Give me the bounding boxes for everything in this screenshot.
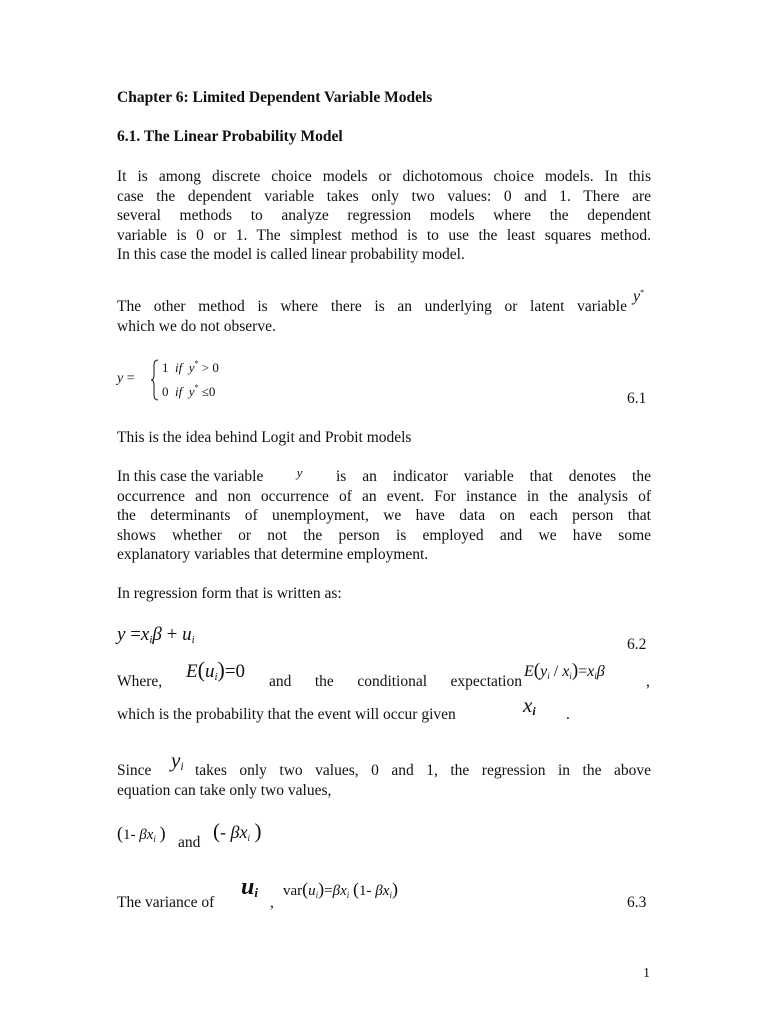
paragraph-indicator [117, 467, 651, 565]
equation-number: 6.1 [627, 390, 647, 407]
paragraph-latent [117, 297, 627, 336]
text-fragment: In this case the variable [117, 468, 264, 485]
text-line: explanatory variables that determine employment. [117, 546, 429, 564]
paragraph-logit-probit: This is the idea behind Logit and Probit models [117, 429, 412, 446]
text-line: which we do not observe. [117, 317, 276, 335]
paragraph-regression-form: In regression form that is written as: [117, 585, 342, 602]
text-line: variable is 0 or 1. The simplest method is to use the least squares method. [117, 226, 651, 244]
conditional-expectation-formula: $E(y_i / x_i)=x_i\beta$ [524, 660, 605, 681]
since-text-line2: equation can take only two values, [117, 782, 332, 799]
variance-text: The variance of [117, 894, 215, 911]
comma: , [646, 673, 650, 690]
text-line: occurrence and non occurrence of an event. For instance in the analysis of [117, 487, 651, 505]
period: . [566, 706, 570, 723]
text-line: The other method is where there is an underlying or latent variable [117, 298, 627, 315]
comma: , [270, 894, 274, 911]
variable-y-symbol: y [296, 465, 303, 480]
equation-6-2: $y =x_i\beta + u_i$ [117, 624, 195, 646]
left-brace-icon [150, 359, 160, 401]
ui-symbol: $u_i$ [241, 874, 258, 900]
latent-variable-symbol: y* [633, 288, 645, 305]
text-line: In this case the model is called linear probability model. [117, 246, 465, 264]
since-label: Since [117, 762, 152, 779]
text-line: the determinants of unemployment, we have data on each person that [117, 507, 651, 525]
expectation-zero-formula: $E(u_i)=0$ [186, 657, 246, 683]
page-number: 1 [643, 966, 650, 981]
where-label: Where, [117, 673, 163, 690]
text-line: case the dependent variable takes only two values: 0 and 1. There are [117, 187, 651, 205]
text-line: several methods to analyze regression models where the dependent [117, 207, 651, 225]
text-fragment: is an indicator variable that denotes the [335, 468, 651, 485]
text-line: shows whether or not the person is employed and we have some [117, 526, 651, 544]
given-x-symbol: $x_i$ [523, 693, 536, 718]
chapter-title: Chapter 6: Limited Dependent Variable Models [117, 89, 433, 106]
variance-formula: $var(u_i)=\beta x_i$ (1- $\beta x_i$) [283, 879, 398, 900]
value-one-minus-beta-x: (1- $\beta x_i$ ) [117, 823, 166, 844]
equation-number: 6.3 [627, 894, 647, 911]
equation-6-1: y = 1 if y* > 0 0 if y* ≤0 [117, 359, 219, 399]
conditional-expectation-text: and the conditional expectation [269, 673, 522, 690]
since-text: takes only two values, 0 and 1, the regression in the above [195, 762, 651, 779]
probability-text: which is the probability that the event will occur given [117, 706, 456, 723]
and-word: and [178, 834, 201, 851]
section-title: 6.1. The Linear Probability Model [117, 128, 343, 145]
equation-number: 6.2 [627, 636, 647, 653]
value-minus-beta-x: (- $\beta x_i$ ) [213, 819, 262, 843]
paragraph-intro [117, 167, 651, 265]
text-line: It is among discrete choice models or dichotomous choice models. In this [117, 168, 651, 185]
yi-symbol: $y_i$ [171, 748, 184, 773]
